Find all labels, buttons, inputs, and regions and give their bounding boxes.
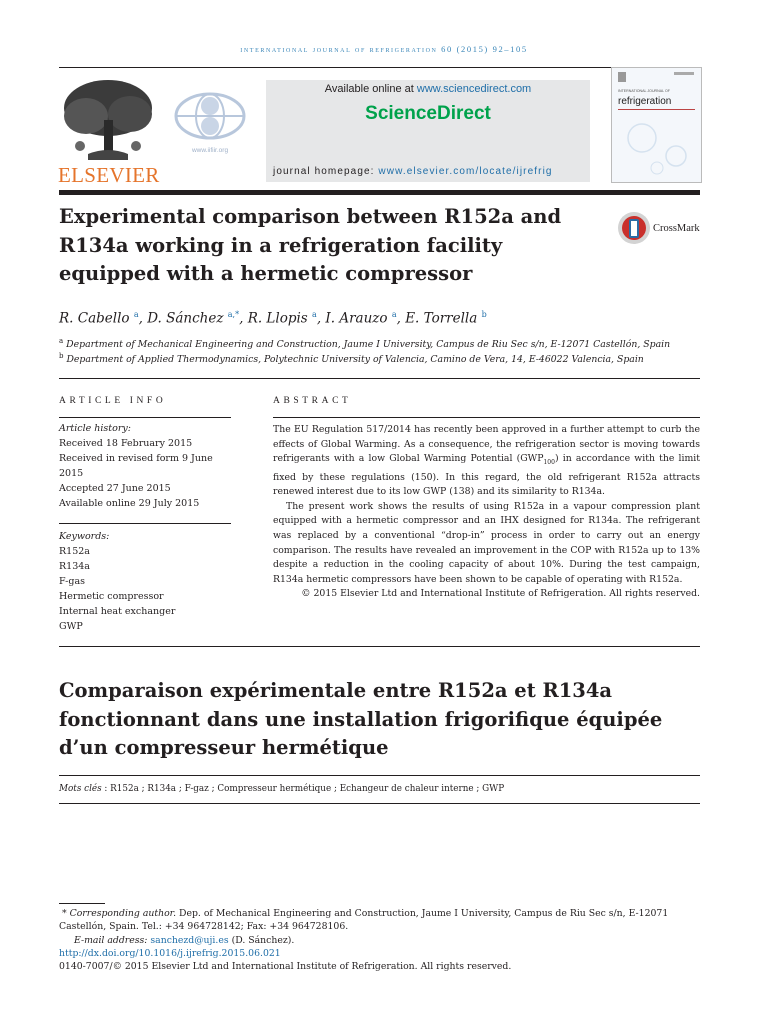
journal-homepage-label: journal homepage: [273,166,379,177]
abstract-rule [273,417,700,418]
history-item: Received in revised form 9 June 2015 [59,453,213,479]
affiliation-marker: b [59,352,64,360]
header-rule-thick [59,190,700,195]
abstract-bottom-rule [59,646,700,647]
keyword-item: R134a [59,561,90,572]
author-name: I. Arauzo [325,310,388,327]
corresponding-text: Dep. of Mechanical Engineering and Construction, Jaume I University, Campus de Riu Sec s/n, E-12071 Castellón, Spain. Tel.: +34 964728142; Fax: +34 964728106. [59,908,669,932]
elsevier-wordmark: ELSEVIER [58,163,160,187]
author-affiliation-marker[interactable]: b [481,310,487,319]
mots-cles-label: Mots clés [59,784,102,794]
email-suffix: (D. Sánchez). [228,935,295,946]
crossmark-label[interactable]: CrossMark [653,223,700,234]
journal-homepage-link[interactable]: www.elsevier.com/locate/ijrefrig [378,166,553,177]
keyword-item: GWP [59,621,83,632]
journal-cover-thumbnail [611,67,702,183]
author-affiliation-marker[interactable]: a [133,310,139,319]
issn-line: 0140-7007/© 2015 Elsevier Ltd and International Institute of Refrigeration. All rights reserved. [59,961,512,972]
author-affiliation-marker[interactable]: a [312,310,317,319]
available-online-label: Available online at [324,83,417,95]
abstract-copyright: © 2015 Elsevier Ltd and International Institute of Refrigeration. All rights reserved. [301,588,700,600]
abstract-text: The EU Regulation 517/2014 has recently been approved in a further attempt to curb the effects of Global Warming. As a consequence, the refrigeration sector is moving towards refrigerants with a low Global Warming Potential (GWP [273,424,700,465]
author-name: D. Sánchez [147,310,224,327]
author-affiliation-marker[interactable]: a [391,310,397,319]
footnote-separator [59,903,105,904]
history-item: Received 18 February 2015 [59,438,193,449]
affiliation-b [59,352,644,365]
sciencedirect-link[interactable]: www.sciencedirect.com [416,83,532,95]
affiliation-text: Department of Applied Thermodynamics, Polytechnic University of Valencia, Camino de Vera, 14, E-46022 Valencia, Spain [66,354,644,366]
affiliation-text: Department of Mechanical Engineering and Construction, Jaume I University, Campus de Riu Sec s/n, E-12071 Castellón, Spain [66,339,671,351]
journal-homepage-line [273,166,553,177]
doi-link[interactable]: http://dx.doi.org/10.1016/j.ijrefrig.2015.06.021 [59,948,281,959]
author-affiliation-marker[interactable]: a,* [227,310,240,319]
mots-cles-line [59,784,504,794]
email-link[interactable]: sanchezd@uji.es [150,935,229,946]
iif-url-text: www.iifiir.org [191,147,229,154]
footnote-star: * [61,908,67,919]
keywords-label: Keywords: [59,531,110,542]
cover-title: refrigeration [618,96,672,107]
history-item: Accepted 27 June 2015 [59,483,171,494]
affiliation-marker: a [59,337,64,345]
affiliation-a [59,337,670,350]
author-name: R. Cabello [59,310,130,327]
corresponding-author-note [59,907,700,933]
sciencedirect-logo-text: ScienceDirect [365,103,491,124]
affiliation-divider [59,378,700,379]
keyword-item: Hermetic compressor [59,591,164,602]
article-info-column [59,421,231,511]
article-title: Experimental comparison between R152a and R134a working in a refrigeration facility equipped with a hermetic compressor [59,205,562,285]
keywords-column [59,529,231,634]
article-info-rule [59,417,231,418]
doi-line [59,947,700,960]
french-title: Comparaison expérimentale entre R152a et R134a fonctionnant dans une installation frigorifique équipée d’un compresseur hermétique [59,679,663,759]
mots-cles-bottom-rule [59,803,700,804]
keyword-item: F-gas [59,576,85,587]
gwp-subscript: 100 [543,459,555,467]
email-label: E-mail address: [74,935,148,946]
history-label: Article history: [59,423,131,434]
journal-cover-image [612,68,701,182]
author-name: R. Llopis [247,310,308,327]
available-online-line [266,83,590,95]
mots-cles-top-rule [59,775,700,776]
keyword-item: R152a [59,546,90,557]
journal-running-head: international journal of refrigeration 60 (2015) 92–105 [240,44,528,54]
history-item: Available online 29 July 2015 [59,498,200,509]
iif-iir-globe-logo [170,92,250,156]
article-info-heading: ARTICLE INFO [59,396,167,406]
email-note [74,934,694,947]
corresponding-label: Corresponding author. [69,908,177,919]
abstract-heading: ABSTRACT [273,396,352,406]
header-rule-top [59,67,700,68]
cover-small-title: INTERNATIONAL JOURNAL OF [618,89,670,93]
abstract-paragraph-2: The present work shows the results of using R152a in a vapour compression plant equipped with a hermetic compressor and an IHX designed for R134a. The refrigerant was replaced by a conventional “drop-in” process in order to carry out an energy comparison. The results have revealed an improvement in the COP with R152a up to 13% despite a reduction in the cooling capacity of about 10%. During the test campaign, R134a hermetic compressors have been shown to be capable of operating with R152a. [273,500,700,585]
keyword-item: Internal heat exchanger [59,606,176,617]
abstract-paragraph-1 [273,423,700,500]
crossmark-icon[interactable] [617,211,651,245]
mots-cles-text: : R152a ; R134a ; F-gaz ; Compresseur hermétique ; Echangeur de chaleur interne ; GWP [101,784,505,794]
abstract-text: ) in accordance with the limit fixed by these regulations (150). In this regard, the old refrigerant R152a attracts renewed interest due to its low GWP (138) and its similarity to R134a. [273,453,700,498]
keywords-rule [59,523,231,524]
abstract-body [273,423,700,602]
author-list: R. Cabello $^a$, D. Sánchez $^{a,*}$, R. Llopis $^a$, I. Arauzo $^a$, E. Torrella $^b$ [59,310,487,327]
author-name: E. Torrella [405,310,478,327]
